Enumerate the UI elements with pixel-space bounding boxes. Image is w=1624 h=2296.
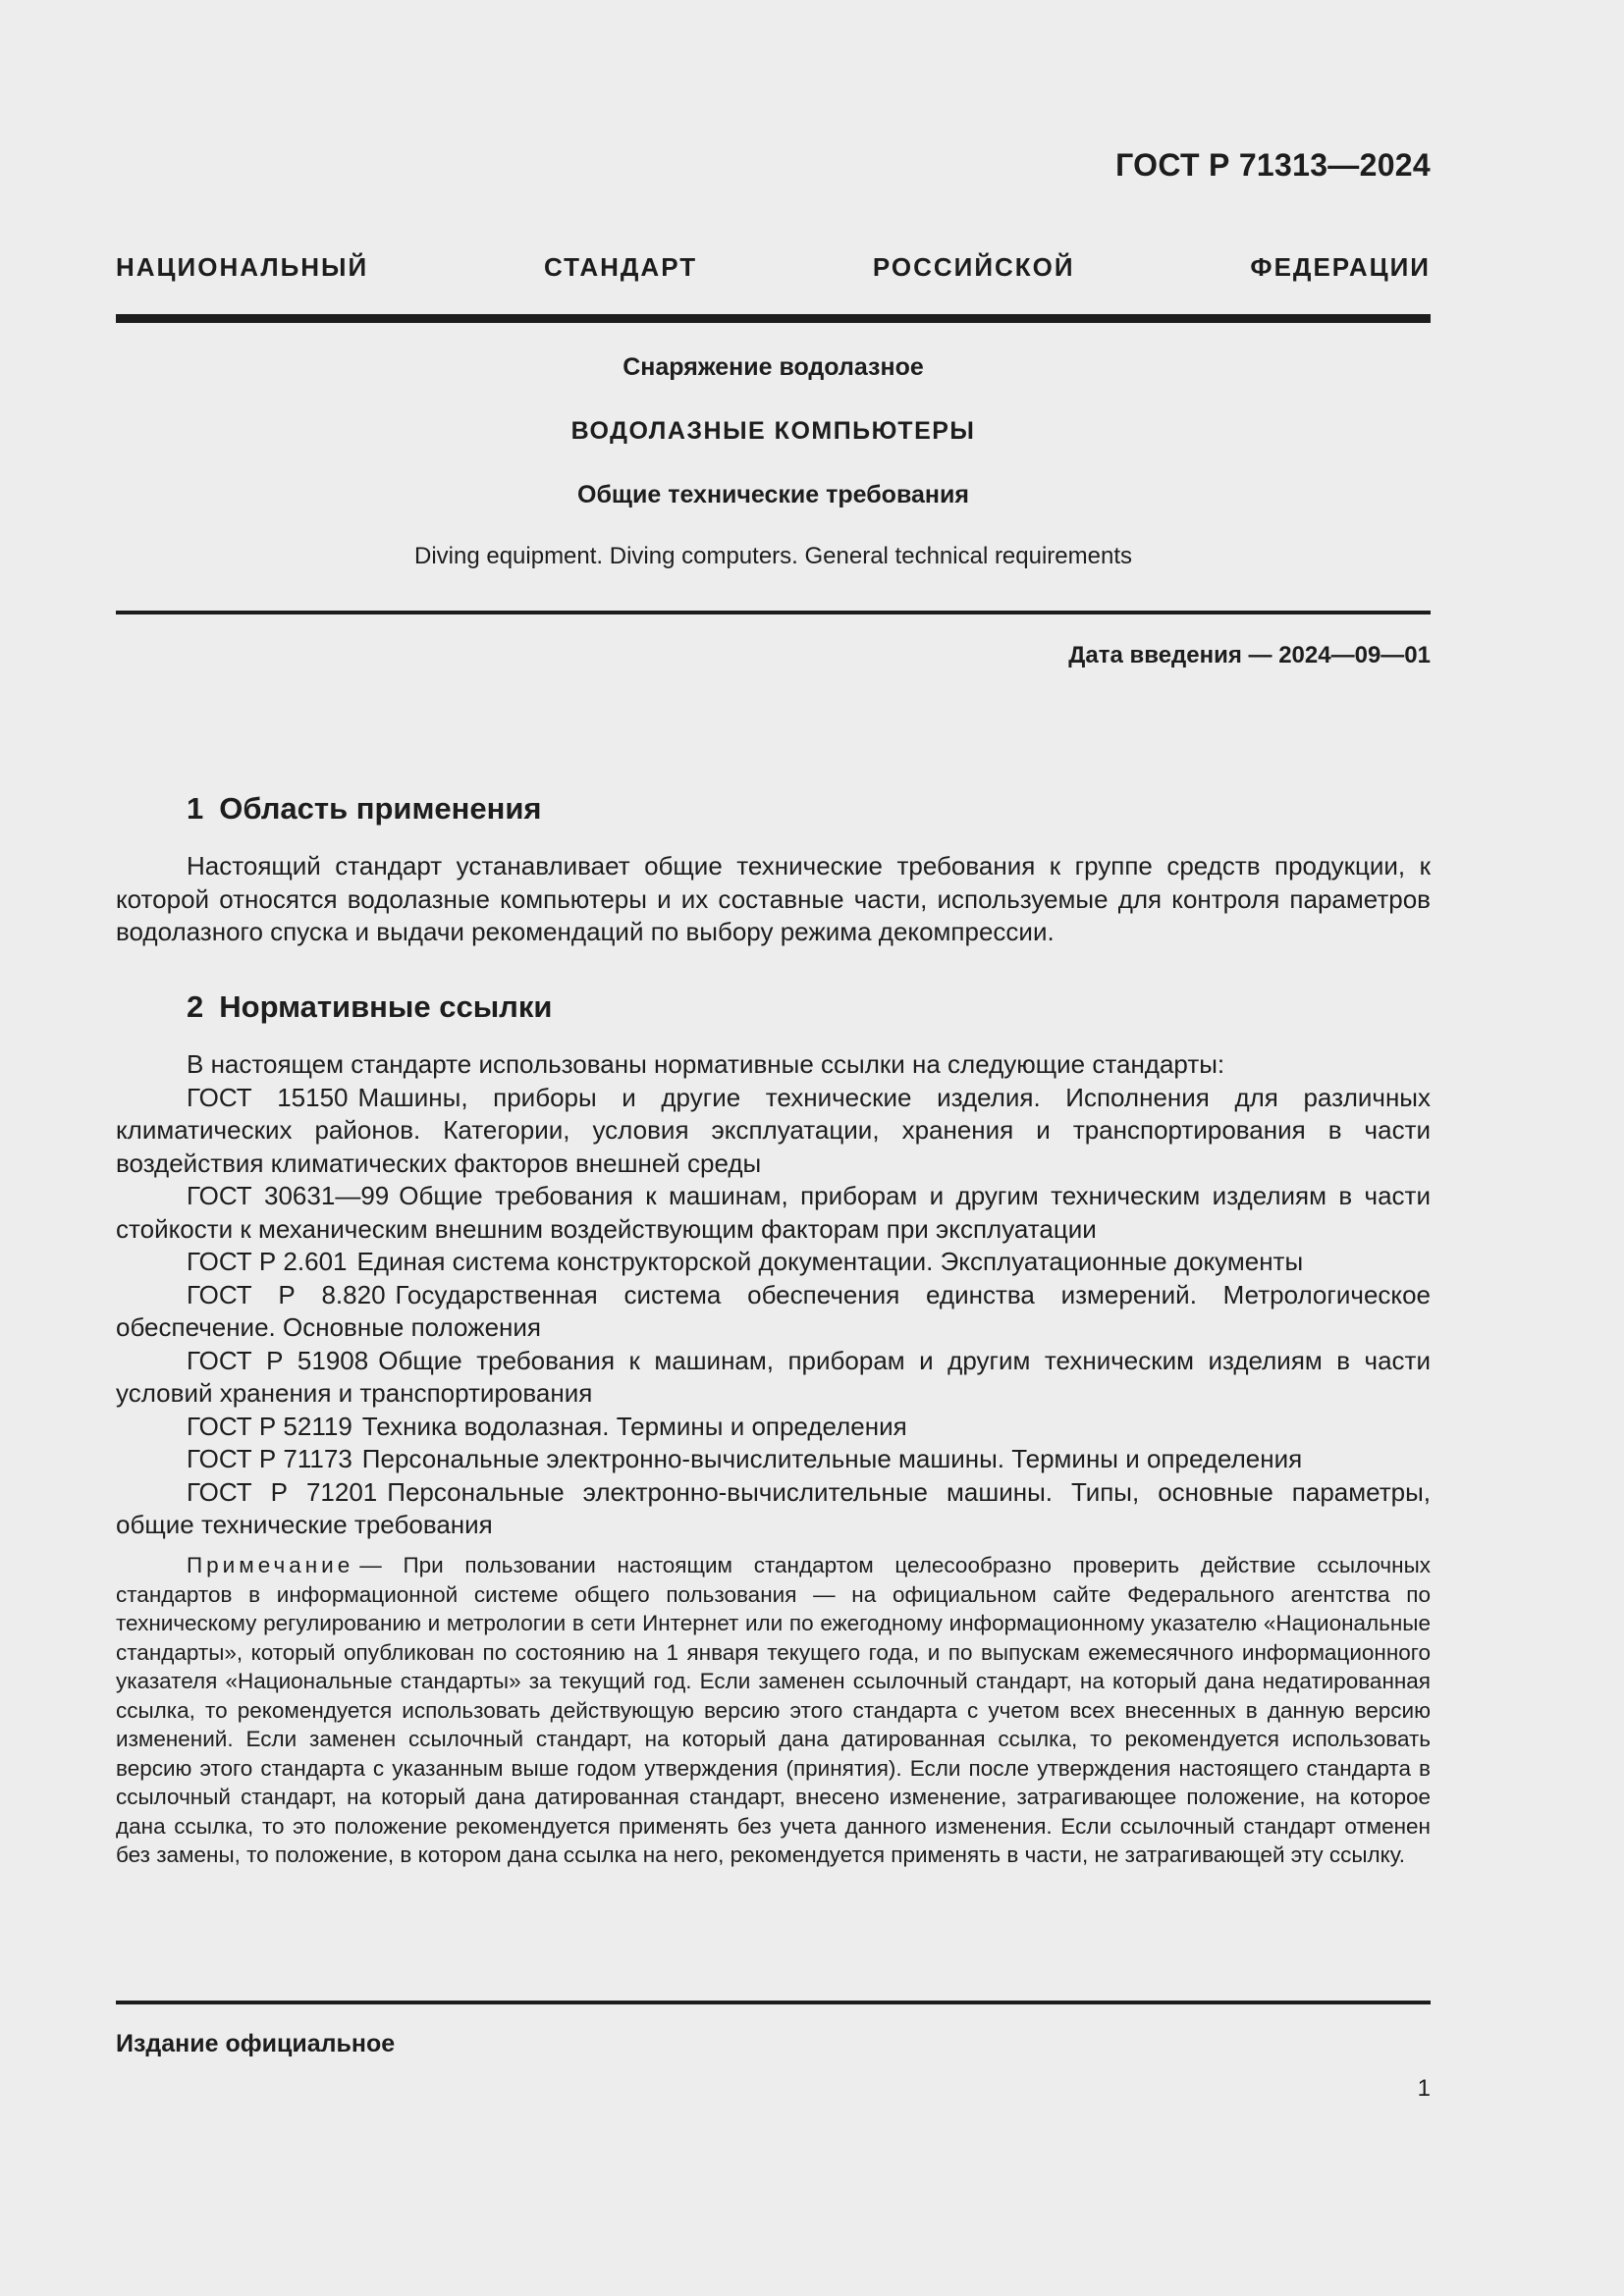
section-2-body	[116, 1048, 1431, 1542]
document-subtitle: Общие технические требования	[577, 481, 969, 508]
reference-item	[116, 1476, 1431, 1542]
reference-code: ГОСТ Р 51908	[187, 1345, 369, 1375]
footer-divider	[116, 2001, 1431, 2004]
reference-title: Общие требования к машинам, приборам и другим техническим изделиям в части условий хранения и транспортирования	[116, 1345, 1431, 1408]
reference-item	[116, 1279, 1431, 1345]
reference-title: Машины, приборы и другие технические изделия. Исполнения для различных климатических районов. Категории, условия эксплуатации, хранения и транспортирования в части воздействия климатических факторов внешней среды	[116, 1082, 1431, 1178]
reference-title: Единая система конструкторской документации. Эксплуатационные документы	[356, 1247, 1304, 1276]
section-1-body	[116, 850, 1431, 949]
reference-title: Государственная система обеспечения единства измерений. Метрологическое обеспечение. Основные положения	[116, 1279, 1431, 1342]
section-title: Нормативные ссылки	[219, 989, 553, 1024]
reference-item	[116, 1345, 1431, 1411]
reference-title: Общие требования к машинам, приборам и другим техническим изделиям в части стойкости к механическим внешним воздействующим факторам при эксплуатации	[116, 1181, 1431, 1244]
section-number: 2	[187, 989, 204, 1024]
reference-item	[116, 1246, 1431, 1279]
note-paragraph	[116, 1551, 1431, 1870]
reference-title: Техника водолазная. Термины и определения	[361, 1411, 907, 1441]
paragraph: Настоящий стандарт устанавливает общие технические требования к группе средств продукции, к которой относятся водолазные компьютеры и их составные части, используемые для контроля параметров водолазного спуска и выдачи рекомендаций по выбору режима декомпрессии.	[116, 851, 1431, 946]
header-divider	[116, 314, 1431, 323]
reference-item	[116, 1443, 1431, 1476]
english-title: Diving equipment. Diving computers. General technical requirements	[413, 543, 1132, 569]
reference-code: ГОСТ 15150	[187, 1082, 349, 1112]
edition-label: Издание официальное	[116, 2030, 396, 2057]
reference-item	[116, 1411, 1431, 1444]
section-title: Область применения	[219, 791, 542, 826]
note-label: Примечание	[187, 1553, 354, 1577]
document-subject: Снаряжение водолазное	[623, 353, 924, 381]
references-intro: В настоящем стандарте использованы нормативные ссылки на следующие стандарты:	[187, 1049, 1225, 1079]
note-text: — При пользовании настоящим стандартом целесообразно проверить действие ссылочных стандартов в информационной системе общего пользования — на официальном сайте Федерального агентства по техническому регулированию и метрологии в сети Интернет или по ежегодному информационному указателю «Национальные стандарты», который опубликован по состоянию на 1 января текущего года, и по выпускам ежемесячного информационного указателя «Национальные стандарты» за текущий год. Если заменен ссылочный стандарт, на который дана недатированная ссылка, то рекомендуется использовать действующую версию этого стандарта с учетом всех внесенных в данную версию изменений. Если заменен ссылочный стандарт, на который дана датированная ссылка, то рекомендуется использовать версию этого стандарта с указанным выше годом утверждения (принятия). Если после утверждения настоящего стандарта в ссылочный стандарт, на который дана датированная стандарт, внесено изменение, затрагивающее положение, на которое дана ссылка, то это положение рекомендуется применять без учета данного изменения. Если ссылочный стандарт отменен без замены, то положение, в котором дана ссылка на него, рекомендуется применять в части, не затрагивающей эту ссылку.	[116, 1553, 1431, 1867]
document-title: ВОДОЛАЗНЫЕ КОМПЬЮТЕРЫ	[570, 417, 976, 445]
reference-title: Персональные электронно-вычислительные машины. Типы, основные параметры, общие технические требования	[116, 1476, 1432, 1539]
reference-title: Персональные электронно-вычислительные машины. Термины и определения	[361, 1444, 1303, 1473]
reference-code: ГОСТ 30631—99	[187, 1181, 390, 1210]
references-note	[116, 1551, 1431, 1870]
reference-code: ГОСТ Р 52119	[187, 1411, 352, 1441]
reference-item	[116, 1082, 1431, 1181]
standard-type-header: НАЦИОНАЛЬНЫЙ СТАНДАРТ РОССИЙСКОЙ ФЕДЕРАЦИИ	[116, 252, 1431, 282]
reference-code: ГОСТ Р 8.820	[187, 1279, 386, 1309]
title-divider	[116, 611, 1431, 614]
section-2-heading	[187, 989, 552, 1025]
section-1-heading	[187, 791, 542, 827]
section-number: 1	[187, 791, 204, 826]
document-number: ГОСТ Р 71313—2024	[1115, 147, 1431, 183]
page-number: 1	[1417, 2075, 1431, 2102]
introduction-date: Дата введения — 2024—09—01	[1068, 642, 1431, 668]
reference-code: ГОСТ Р 71201	[187, 1476, 378, 1507]
reference-code: ГОСТ Р 2.601	[187, 1247, 348, 1276]
reference-item	[116, 1180, 1431, 1246]
reference-code: ГОСТ Р 71173	[187, 1444, 352, 1473]
